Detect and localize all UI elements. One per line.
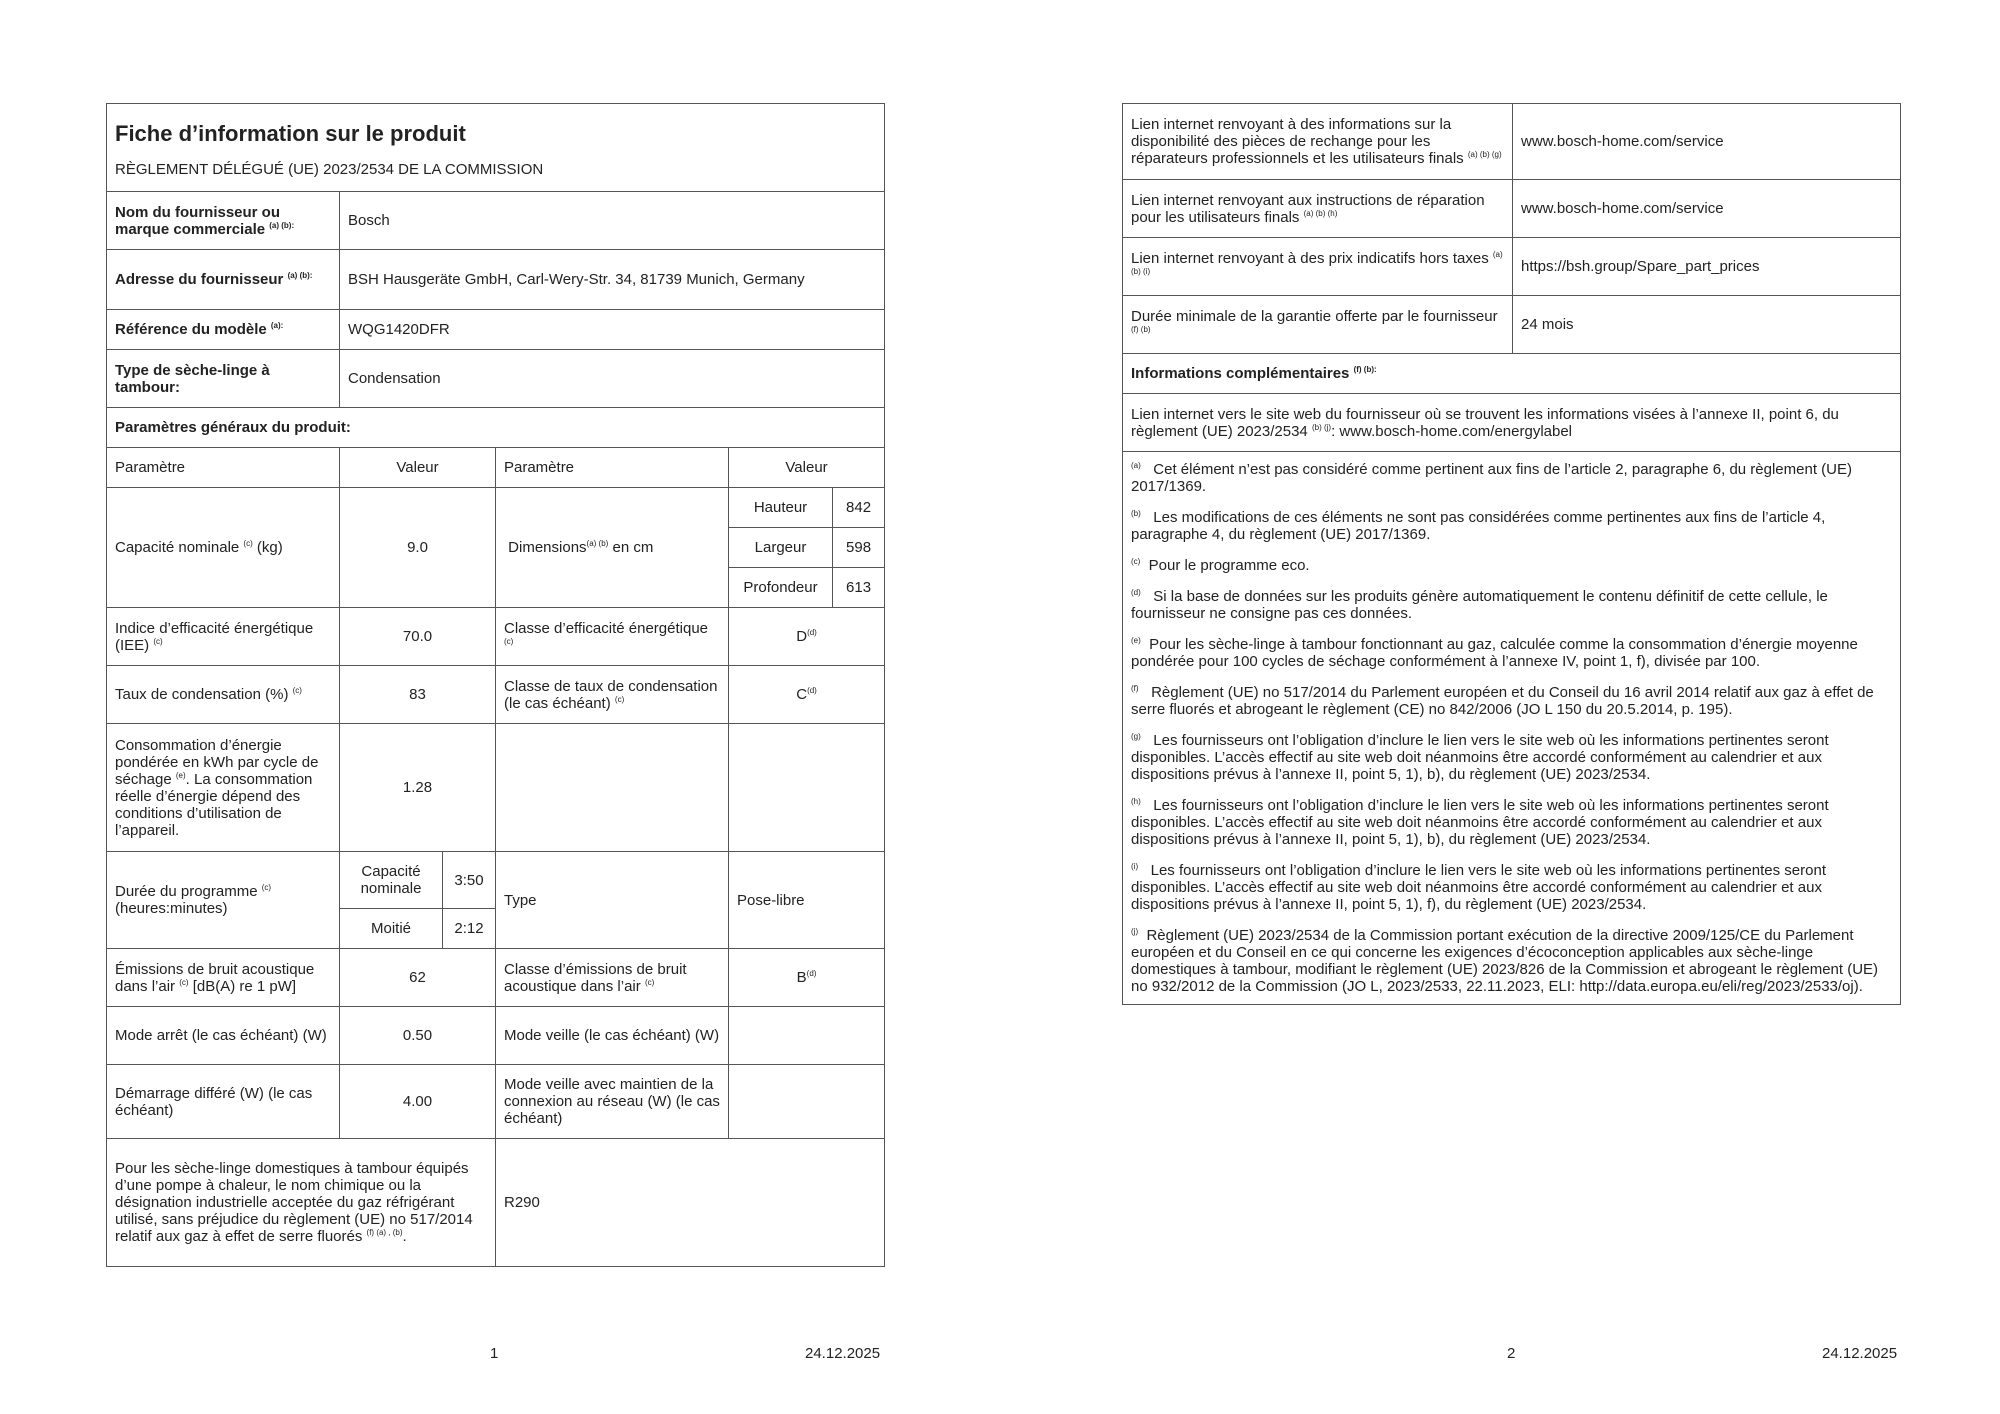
col-header-param: Paramètre xyxy=(107,448,340,488)
capacity-value: 9.0 xyxy=(340,488,496,608)
product-info-table xyxy=(106,103,885,1267)
dryer-type-value: Condensation xyxy=(340,350,885,408)
col-header-value: Valeur xyxy=(340,448,496,488)
warranty-value: 24 mois xyxy=(1513,296,1901,354)
page-number: 1 xyxy=(490,1345,499,1362)
dimensions-label: Dimensions$^{(a) (b)}$ en cm xyxy=(496,488,729,608)
energy-class-label: Classe d’efficacité énergétique $^{(c)}$ xyxy=(496,608,729,666)
duration-value: 3:50 xyxy=(443,852,496,909)
dimension-value: 613 xyxy=(833,568,885,608)
spare-parts-link-value: www.bosch-home.com/service xyxy=(1513,104,1901,180)
dryer-type-label: Type de sèche-linge à tambour: xyxy=(107,350,340,408)
condensation-class-value: $C^{(d)}$ xyxy=(729,666,885,724)
type-value: Pose-libre xyxy=(729,852,885,949)
repair-instructions-label: Lien internet renvoyant aux instructions de réparation pour les utilisateurs finals $^{(a) (b) (h)}$ xyxy=(1123,180,1513,238)
general-params-heading: Paramètres généraux du produit: xyxy=(107,408,885,448)
supplier-label: Nom du fournisseur ou marque commerciale $^{(a) (b):}$ xyxy=(107,192,340,250)
consumption-value: 1.28 xyxy=(340,724,496,852)
duration-name: Capacité nominale xyxy=(340,852,443,909)
noise-class-value: $B^{(d)}$ xyxy=(729,949,885,1007)
additional-info-table xyxy=(1122,103,1901,1005)
refrigerant-value: R290 xyxy=(496,1139,885,1267)
noise-class-label: Classe d’émissions de bruit acoustique dans l’air $^{(c)}$ xyxy=(496,949,729,1007)
duration-name: Moitié xyxy=(340,909,443,949)
page-date: 24.12.2025 xyxy=(805,1345,881,1362)
dimension-value: 842 xyxy=(833,488,885,528)
page-date: 24.12.2025 xyxy=(1822,1345,1898,1362)
consumption-label: Consommation d’énergie pondérée en kWh par cycle de séchage $^{(e)}$. La consommation réelle d’énergie dépend des conditions d’utilisation de l’appareil. xyxy=(107,724,340,852)
noise-label: Émissions de bruit acoustique dans l’air $^{(c)}$ [dB(A) re 1 pW] xyxy=(107,949,340,1007)
noise-value: 62 xyxy=(340,949,496,1007)
page-number: 2 xyxy=(1507,1345,1516,1362)
footnote: $^{(c)}$ Pour le programme eco. xyxy=(1131,557,1310,574)
off-mode-label: Mode arrêt (le cas échéant) (W) xyxy=(107,1007,340,1065)
spare-parts-link-label: Lien internet renvoyant à des informations sur la disponibilité des pièces de rechange pour les réparateurs professionnels et les utilisateurs finals $^{(a) (b) (g)}$ xyxy=(1123,104,1513,180)
duration-value: 2:12 xyxy=(443,909,496,949)
address-value: BSH Hausgeräte GmbH, Carl-Wery-Str. 34, 81739 Munich, Germany xyxy=(340,250,885,310)
dimension-name: Hauteur xyxy=(729,488,833,528)
condensation-label: Taux de condensation (%) $^{(c)}$ xyxy=(107,666,340,724)
type-label: Type xyxy=(496,852,729,949)
footnote: $^{(h)}$ Les fournisseurs ont l’obligation d’inclure le lien vers le site web où les informations pertinentes seront disponibles. L’accès effectif au site web doit néanmoins être accordé conformément au calendrier et aux dispositions prévus à l’annexe II, point 5, 1), b), du règlement (UE) 2023/2534. xyxy=(1131,797,1829,848)
footnote: $^{(b)}$ Les modifications de ces éléments ne sont pas considérées comme pertinentes aux fins de l’article 4, paragraphe 4, du règlement (UE) 2017/1369. xyxy=(1131,509,1826,543)
dimension-name: Profondeur xyxy=(729,568,833,608)
delay-start-value: 4.00 xyxy=(340,1065,496,1139)
energy-class-value: $D^{(d)}$ xyxy=(729,608,885,666)
standby-value xyxy=(729,1007,885,1065)
additional-info-heading: Informations complémentaires $^{(f) (b):}$ xyxy=(1123,354,1901,394)
model-label: Référence du modèle $^{(a):}$ xyxy=(107,310,340,350)
page-title: Fiche d’information sur le produit xyxy=(115,121,466,146)
footnote: $^{(e)}$ Pour les sèche-linge à tambour fonctionnant au gaz, calculée comme la consommation d’énergie moyenne pondérée pour 100 cycles de séchage conformément à l’annexe IV, point 1, f), divisée par 100. xyxy=(1131,636,1858,670)
prices-link-label: Lien internet renvoyant à des prix indicatifs hors taxes $^{(a) (b) (i)}$ xyxy=(1123,238,1513,296)
footnote: $^{(a)}$ Cet élément n’est pas considéré comme pertinent aux fins de l’article 2, paragraphe 6, du règlement (UE) 2017/1369. xyxy=(1131,461,1852,495)
footnote: $^{(i)}$ Les fournisseurs ont l’obligation d’inclure le lien vers le site web où les informations pertinentes seront disponibles. L’accès effectif au site web doit néanmoins être accordé conformément au calendrier et aux dispositions prévus à l’annexe II, point 5, 1), f), du règlement (UE) 2023/2534. xyxy=(1131,862,1826,913)
networked-standby-label: Mode veille avec maintien de la connexion au réseau (W) (le cas échéant) xyxy=(496,1065,729,1139)
footnote: $^{(f)}$ Règlement (UE) no 517/2014 du Parlement européen et du Conseil du 16 avril 2014 relatif aux gaz à effet de serre fluorés et abrogeant le règlement (CE) no 842/2006 (JO L 150 du 20.5.2014, p. 195). xyxy=(1131,684,1874,718)
footnote: $^{(d)}$ Si la base de données sur les produits génère automatiquement le contenu définitif de cette cellule, le fournisseur ne consigne pas ces données. xyxy=(1131,588,1828,622)
supplier-value: Bosch xyxy=(340,192,885,250)
eei-label: Indice d’efficacité énergétique (IEE) $^{(c)}$ xyxy=(107,608,340,666)
dimension-value: 598 xyxy=(833,528,885,568)
delay-start-label: Démarrage différé (W) (le cas échéant) xyxy=(107,1065,340,1139)
empty-cell xyxy=(729,724,885,852)
header-cell xyxy=(107,104,885,192)
duration-label: Durée du programme $^{(c)}$ (heures:minutes) xyxy=(107,852,340,949)
condensation-value: 83 xyxy=(340,666,496,724)
energy-label-link: Lien internet vers le site web du fournisseur où se trouvent les informations visées à l’annexe II, point 6, du règlement (UE) 2023/2534 $^{(b) (j)}$: www.bosch-home.com/energylabel xyxy=(1123,394,1901,452)
standby-label: Mode veille (le cas échéant) (W) xyxy=(496,1007,729,1065)
refrigerant-label: Pour les sèche-linge domestiques à tambour équipés d’une pompe à chaleur, le nom chimique ou la désignation industrielle acceptée du gaz réfrigérant utilisé, sans préjudice du règlement (UE) no 517/2014 relatif aux gaz à effet de serre fluorés $^{(f) (a) , (b)}$. xyxy=(107,1139,496,1267)
eei-value: 70.0 xyxy=(340,608,496,666)
col-header-value: Valeur xyxy=(729,448,885,488)
capacity-label: Capacité nominale $^{(c)}$ (kg) xyxy=(107,488,340,608)
footnote: $^{(g)}$ Les fournisseurs ont l’obligation d’inclure le lien vers le site web où les informations pertinentes seront disponibles. L’accès effectif au site web doit néanmoins être accordé conformément au calendrier et aux dispositions prévus à l’annexe II, point 5, 1), b), du règlement (UE) 2023/2534. xyxy=(1131,732,1829,783)
footnote: $^{(j)}$ Règlement (UE) 2023/2534 de la Commission portant exécution de la directive 2009/125/CE du Parlement européen et du Conseil en ce qui concerne les exigences d’écoconception applicables aux sèche-linge domestiques à tambour, modifiant le règlement (UE) 2023/826 de la Commission et abrogeant le règlement (UE) no 932/2012 de la Commission (JO L, 2023/2533, 22.11.2023, ELI: http://data.europa.eu/eli/reg/2023/2533/oj). xyxy=(1131,927,1879,995)
networked-standby-value xyxy=(729,1065,885,1139)
col-header-param: Paramètre xyxy=(496,448,729,488)
address-label: Adresse du fournisseur $^{(a) (b):}$ xyxy=(107,250,340,310)
condensation-class-label: Classe de taux de condensation (le cas échéant) $^{(c)}$ xyxy=(496,666,729,724)
warranty-label: Durée minimale de la garantie offerte par le fournisseur $^{(f) (b)}$ xyxy=(1123,296,1513,354)
repair-instructions-value: www.bosch-home.com/service xyxy=(1513,180,1901,238)
empty-cell xyxy=(496,724,729,852)
dimension-name: Largeur xyxy=(729,528,833,568)
off-mode-value: 0.50 xyxy=(340,1007,496,1065)
regulation-title: RÈGLEMENT DÉLÉGUÉ (UE) 2023/2534 DE LA COMMISSION xyxy=(115,161,544,178)
footnotes xyxy=(1123,452,1901,1005)
model-value: WQG1420DFR xyxy=(340,310,885,350)
prices-link-value: https://bsh.group/Spare_part_prices xyxy=(1513,238,1901,296)
